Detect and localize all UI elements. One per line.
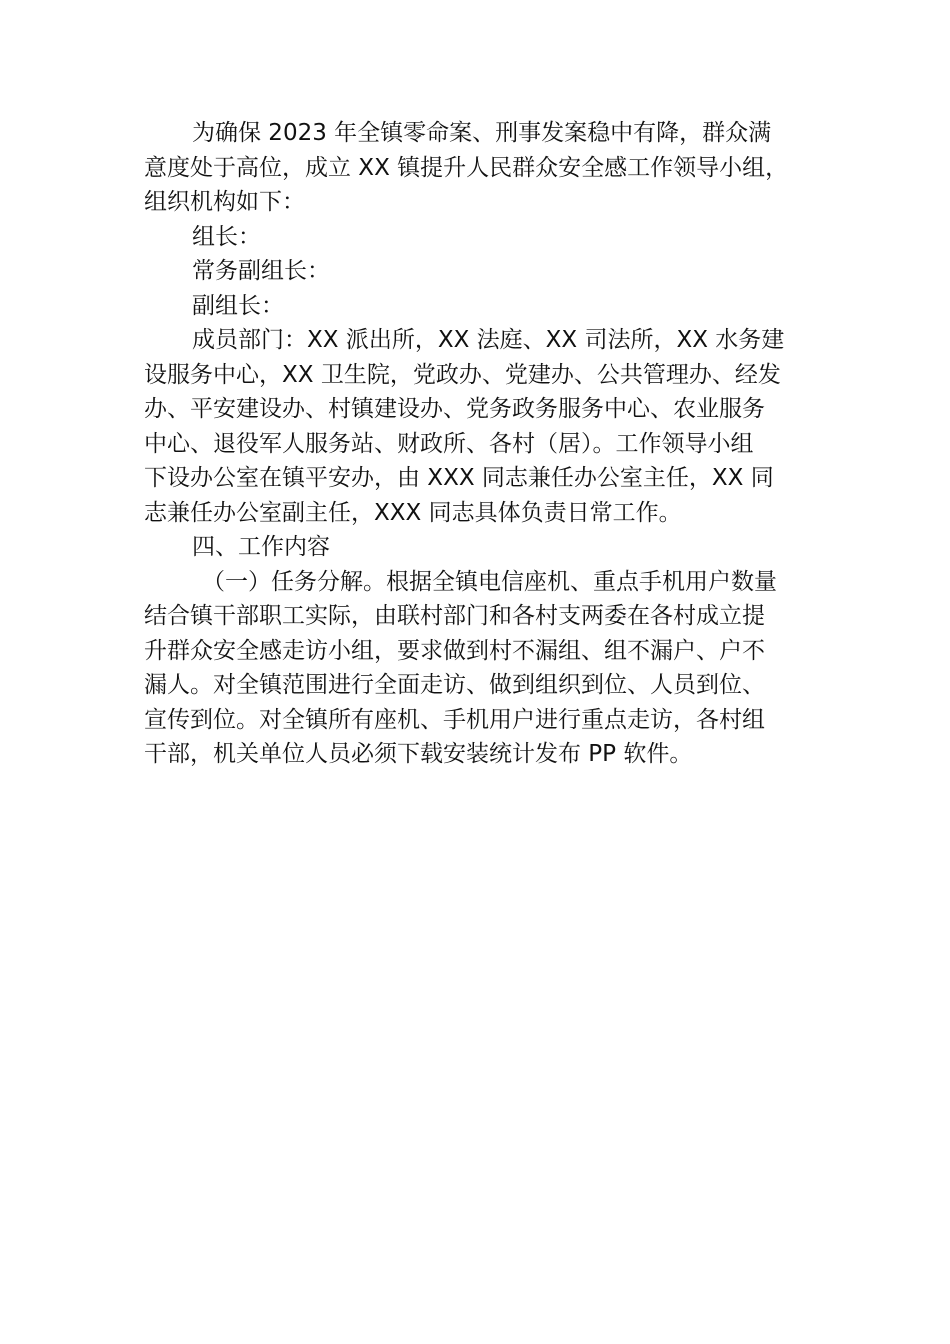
- paragraph-member-departments: [144, 323, 820, 530]
- text-line: 志兼任办公室副主任，XXX 同志具体负责日常工作。: [144, 499, 682, 526]
- paragraph-leader: [144, 220, 820, 255]
- text-line: 副组长：: [192, 292, 284, 319]
- paragraph-task-breakdown: [144, 565, 820, 772]
- text-line: 结合镇干部职工实际，由联村部门和各村支两委在各村成立提: [144, 603, 765, 629]
- text-line: 四、工作内容: [192, 534, 330, 560]
- text-line: 升群众安全感走访小组，要求做到村不漏组、组不漏户、户不: [144, 637, 765, 664]
- paragraph-deputy-leader: [144, 289, 820, 324]
- text-line: 设服务中心，XX 卫生院，党政办、党建办、公共管理办、经发: [144, 361, 781, 388]
- text-line: 为确保 2023 年全镇零命案、刑事发案稳中有降，群众满: [192, 120, 772, 146]
- text-line: 成员部门：XX 派出所，XX 法庭、XX 司法所，XX 水务建: [192, 327, 785, 353]
- text-line: 办、平安建设办、村镇建设办、党务政务服务中心、农业服务: [144, 396, 765, 422]
- paragraph-intro: [144, 116, 820, 220]
- paragraph-executive-deputy-leader: [144, 254, 820, 289]
- text-line: 漏人。对全镇范围进行全面走访、做到组织到位、人员到位、: [144, 672, 765, 698]
- text-line: 下设办公室在镇平安办，由 XXX 同志兼任办公室主任，XX 同: [144, 465, 774, 491]
- text-line: 组织机构如下：: [144, 189, 305, 215]
- text-line: 常务副组长：: [192, 258, 330, 284]
- document-body: [144, 116, 820, 772]
- text-line: 中心、退役军人服务站、财政所、各村（居）。工作领导小组: [144, 430, 754, 457]
- text-line: 组长：: [192, 223, 261, 250]
- section-heading-work-content: [144, 530, 820, 565]
- text-line: 意度处于高位，成立 XX 镇提升人民群众安全感工作领导小组，: [144, 154, 789, 181]
- text-line: 干部，机关单位人员必须下载安装统计发布 PP 软件。: [144, 741, 693, 767]
- text-line: 宣传到位。对全镇所有座机、手机用户进行重点走访，各村组: [144, 706, 765, 733]
- text-line: （一）任务分解。根据全镇电信座机、重点手机用户数量: [202, 568, 777, 595]
